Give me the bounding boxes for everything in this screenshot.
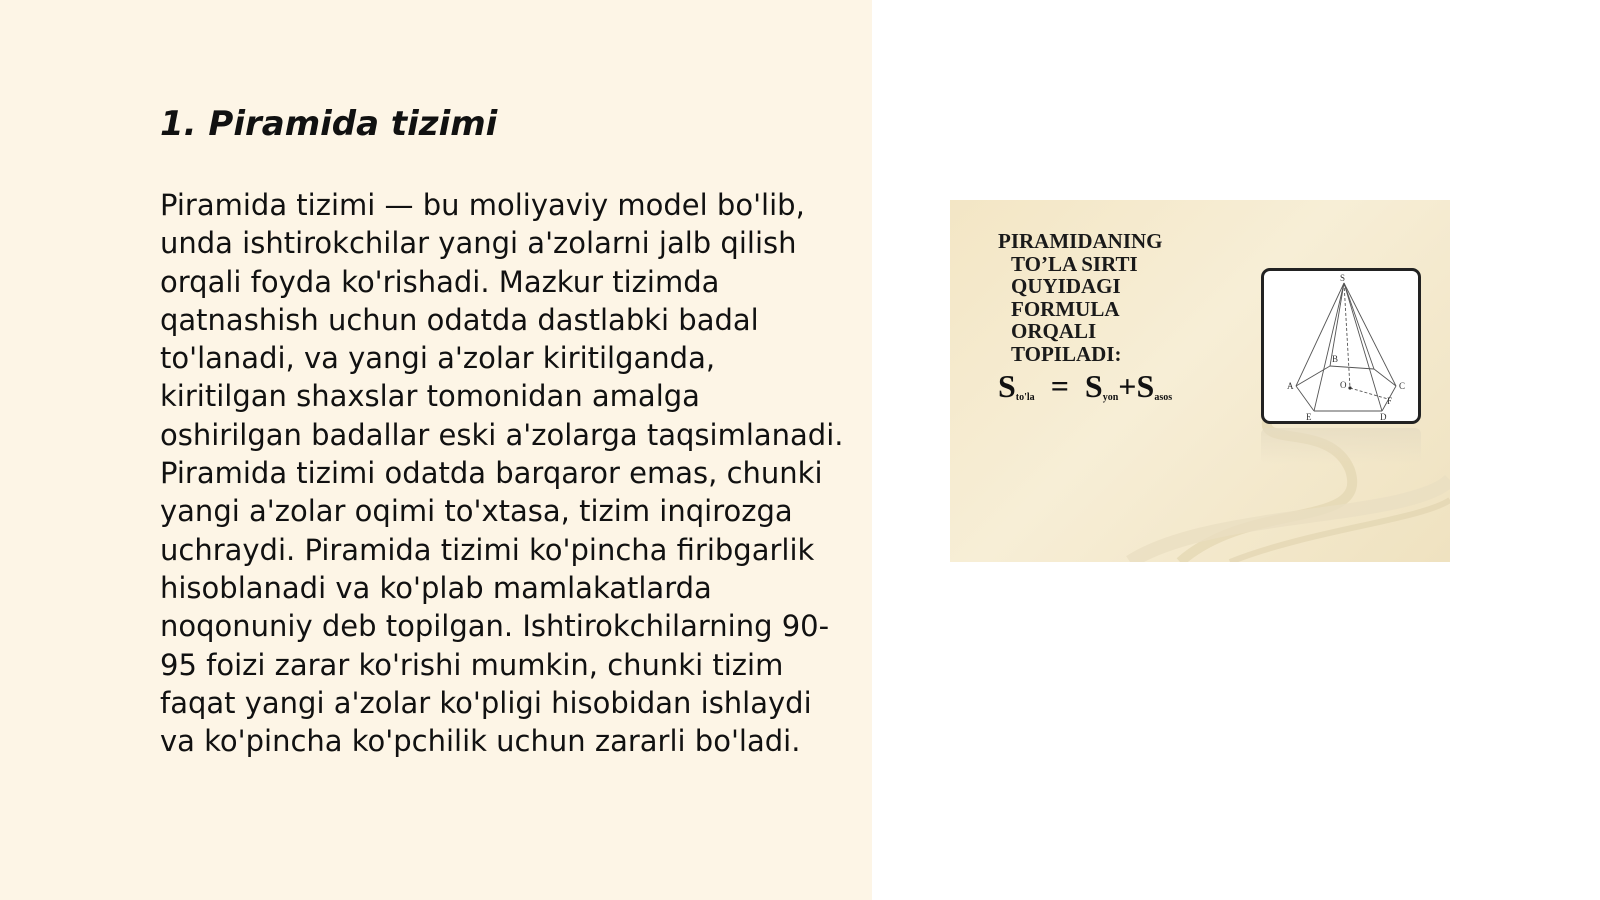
vertex-label: E — [1306, 412, 1312, 421]
image-heading — [998, 230, 1228, 365]
vertex-label: S — [1340, 273, 1346, 283]
image-heading-line: PIRAMIDANING — [998, 229, 1163, 253]
slide-title: 1. Piramida tizimi — [160, 104, 498, 144]
pyramid-formula-image — [950, 200, 1450, 562]
formula-equals: = — [1050, 368, 1069, 404]
formula-subscript: yon — [1102, 392, 1119, 403]
vertex-label: F — [1387, 396, 1393, 406]
vertex-label: O — [1340, 380, 1347, 390]
vertex-label: B — [1332, 354, 1339, 364]
image-heading-line: ORQALI — [1011, 319, 1097, 343]
image-heading-line: QUYIDAGI — [1011, 274, 1121, 298]
formula-symbol: S — [1084, 368, 1103, 404]
formula-subscript: to'la — [1015, 392, 1035, 403]
image-heading-line: TOPILADI: — [1011, 341, 1122, 366]
image-heading-line: FORMULA — [1011, 296, 1120, 321]
pyramid-diagram — [1261, 268, 1421, 424]
slide-body-text: Piramida tizimi — bu moliyaviy model bo'lib, unda ishtirokchilar yangi a'zolarni jalb qilish orqali foyda ko'rishadi. Mazkur tizimda qatnashish uchun odatda dastlabki badal to'lanadi, va yangi a'zolar kiritilganda, kiritilgan shaxslar tomonidan amalga oshirilgan badallar eski a'zolarga taqsimlanadi. Piramida tizimi odatda barqaror emas, chunki yangi a'zolar oqimi to'xtasa, tizim inqirozga uchraydi. Piramida tizimi ko'pincha firibgarlik hisoblanadi va ko'plab mamlakatlarda noqonuniy deb topilgan. Ishtirokchilarning 90-95 foizi zarar ko'rishi mumkin, chunki tizim faqat yangi a'zolar ko'pligi hisobidan ishlaydi va ko'pincha ko'pchilik uchun zararli bo'ladi. — [160, 188, 844, 759]
formula-symbol: S — [1136, 368, 1155, 404]
vertex-label: C — [1399, 381, 1406, 391]
formula-subscript: asos — [1154, 392, 1173, 403]
vertex-label: D — [1380, 412, 1387, 421]
image-heading-line: TO’LA SIRTI — [1011, 251, 1138, 276]
formula-symbol: S — [998, 368, 1016, 404]
vertex-label: A — [1287, 381, 1294, 391]
formula-plus: + — [1118, 368, 1137, 404]
diagram-reflection — [1261, 428, 1421, 464]
pyramid-drawing — [1264, 271, 1418, 421]
surface-area-formula — [998, 368, 1172, 416]
